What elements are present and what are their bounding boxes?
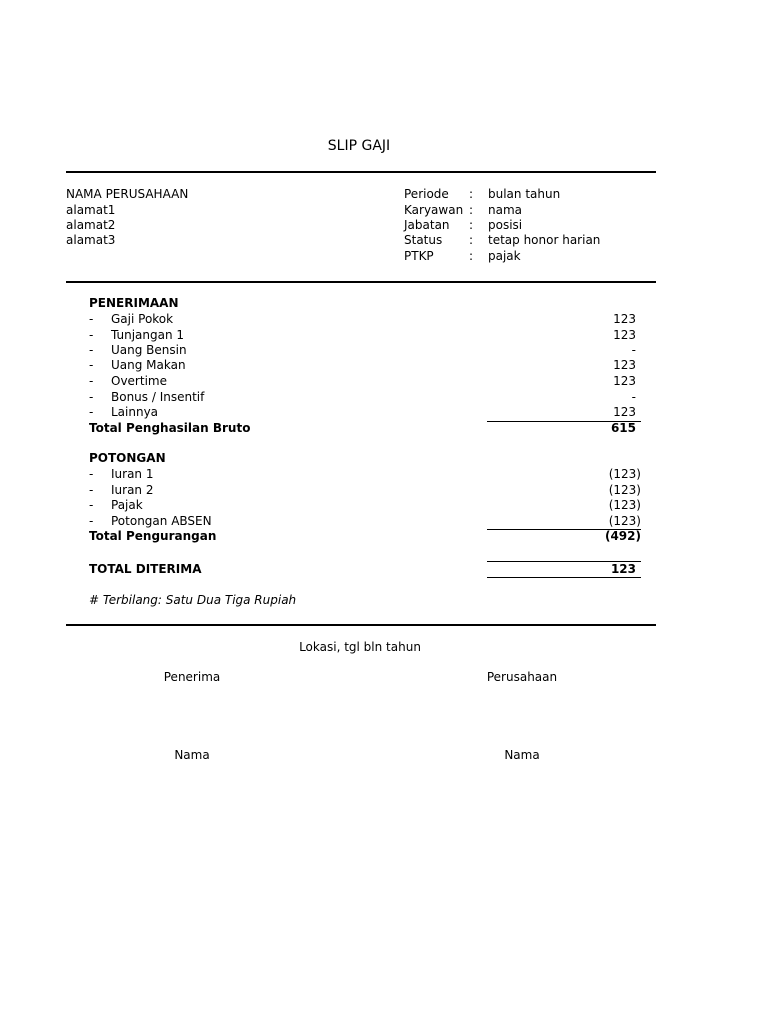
info-label-ptkp: PTKP <box>404 249 434 263</box>
deductions-heading: POTONGAN <box>89 451 166 465</box>
earnings-item-dash: - <box>89 358 94 372</box>
earnings-item-amount: 123 <box>613 374 636 388</box>
info-value-ptkp: pajak <box>488 249 521 263</box>
company-name: NAMA PERUSAHAAN <box>66 187 189 201</box>
amount-in-words: # Terbilang: Satu Dua Tiga Rupiah <box>89 593 297 607</box>
earnings-item-amount: - <box>631 343 636 357</box>
deductions-item-label: Potongan ABSEN <box>111 514 212 528</box>
info-label-periode: Periode <box>404 187 449 201</box>
info-separator: : <box>469 218 474 232</box>
earnings-item-dash: - <box>89 374 94 388</box>
net-total-amount: 123 <box>610 562 636 576</box>
earnings-item-dash: - <box>89 312 94 326</box>
earnings-item-dash: - <box>89 328 94 342</box>
net-total-bottom-rule <box>487 577 641 578</box>
earnings-item-amount: 123 <box>613 358 636 372</box>
earnings-item-dash: - <box>89 405 94 419</box>
deductions-item-label: Pajak <box>111 498 143 512</box>
info-value-jabatan: posisi <box>488 218 523 232</box>
earnings-heading: PENERIMAAN <box>89 296 179 310</box>
info-value-periode: bulan tahun <box>488 187 561 201</box>
place-date: Lokasi, tgl bln tahun <box>299 640 421 654</box>
deductions-item-amount: (123) <box>608 514 641 528</box>
company-address-line: alamat3 <box>66 233 116 247</box>
deductions-item-amount: (123) <box>608 467 641 481</box>
company-address-line: alamat2 <box>66 218 116 232</box>
signature-name-company: Nama <box>504 748 540 762</box>
earnings-item-label: Tunjangan 1 <box>111 328 185 342</box>
deductions-total-amount: (492) <box>604 529 641 543</box>
signature-role-recipient: Penerima <box>163 670 221 684</box>
earnings-item-amount: 123 <box>613 312 636 326</box>
earnings-item-label: Gaji Pokok <box>111 312 174 326</box>
earnings-item-label: Overtime <box>111 374 167 388</box>
info-separator: : <box>469 249 474 263</box>
document-title: SLIP GAJI <box>327 138 391 154</box>
deductions-item-amount: (123) <box>608 483 641 497</box>
earnings-item-dash: - <box>89 390 94 404</box>
earnings-item-label: Lainnya <box>111 405 159 419</box>
deductions-item-dash: - <box>89 498 94 512</box>
earnings-item-dash: - <box>89 343 94 357</box>
info-value-karyawan: nama <box>488 203 523 217</box>
header-top-rule <box>66 171 656 173</box>
info-value-status: tetap honor harian <box>488 233 601 247</box>
earnings-total-label: Total Penghasilan Bruto <box>89 421 251 435</box>
info-separator: : <box>469 203 474 217</box>
deductions-item-dash: - <box>89 467 94 481</box>
info-label-status: Status <box>404 233 443 247</box>
earnings-item-label: Uang Bensin <box>111 343 187 357</box>
net-total-label: TOTAL DITERIMA <box>89 562 202 576</box>
deductions-item-label: Iuran 1 <box>111 467 154 481</box>
earnings-item-label: Uang Makan <box>111 358 186 372</box>
earnings-item-amount: 123 <box>613 328 636 342</box>
info-label-karyawan: Karyawan <box>404 203 464 217</box>
signature-name-recipient: Nama <box>174 748 210 762</box>
earnings-item-amount: - <box>631 390 636 404</box>
signature-role-company: Perusahaan <box>486 670 558 684</box>
info-separator: : <box>469 187 474 201</box>
header-bottom-rule <box>66 281 656 283</box>
info-separator: : <box>469 233 474 247</box>
deductions-total-label: Total Pengurangan <box>89 529 217 543</box>
footer-rule <box>66 624 656 626</box>
deductions-item-dash: - <box>89 514 94 528</box>
deductions-item-label: Iuran 2 <box>111 483 154 497</box>
deductions-item-dash: - <box>89 483 94 497</box>
company-address-line: alamat1 <box>66 203 116 217</box>
earnings-item-amount: 123 <box>613 405 636 419</box>
earnings-total-amount: 615 <box>610 421 636 435</box>
earnings-item-label: Bonus / Insentif <box>111 390 205 404</box>
info-label-jabatan: Jabatan <box>404 218 450 232</box>
deductions-item-amount: (123) <box>608 498 641 512</box>
